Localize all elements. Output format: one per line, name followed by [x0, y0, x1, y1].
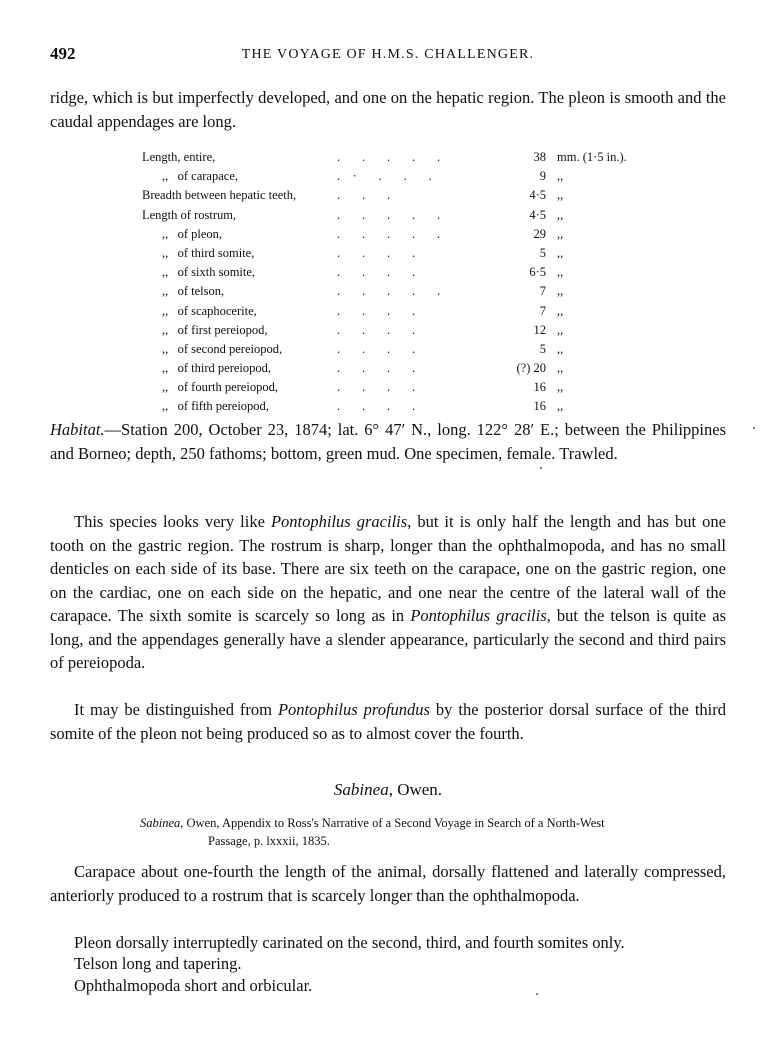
measurement-label: ,, of third somite, [162, 245, 255, 260]
discussion-text: It may be distinguished from [74, 700, 278, 719]
leader-dots: . . . . . [337, 150, 441, 164]
discussion-text: , but the telson is quite as long, and the appendages generally have a slender appearance, particularly the second and third pairs of pereiopoda. [50, 606, 727, 672]
measurement-unit: ,, [557, 265, 564, 280]
measurement-label: ,, of carapace, [162, 169, 238, 184]
measurement-unit: ,, [557, 322, 564, 337]
measurement-value: (?) 20 [516, 361, 546, 376]
page-header [50, 44, 726, 68]
reference-line-1: , Owen, Appendix to Ross's Narrative of a Second Voyage in Search of a North-West [180, 816, 605, 830]
measurement-row [142, 397, 662, 416]
measurement-unit: ,, [557, 361, 564, 376]
leader-dots: . . . . [337, 341, 416, 356]
diagnosis-text: Pleon dorsally interruptedly carinated on the second, third, and fourth somites only. [74, 933, 625, 952]
measurement-unit: ,, [557, 380, 564, 395]
page-number: 492 [50, 44, 76, 63]
species-name: Pontophilus gracilis [410, 606, 547, 625]
measurement-label: Length, entire, [142, 150, 216, 164]
diagnosis-text: Ophthalmopoda short and orbicular. [74, 976, 313, 995]
leader-dots: . · . . . [337, 169, 432, 184]
measurement-value: 7 [539, 284, 546, 299]
measurement-label: ,, of sixth somite, [162, 265, 256, 280]
measurement-label: ,, of pleon, [162, 226, 223, 241]
measurement-value: 4·5 [529, 207, 546, 222]
discussion-text: , but it is only half the length and has but one tooth on the gastric region. The rostrum is sharp, longer than the ophthalmopoda, and has no small denticles on each side of its base. There are six teeth on the carapace, one on the gastric region, one on the cardiac, one on each side on the hepatic, and one near the centre of the lateral wall of the carapace. The sixth somite is scarcely so long as in [50, 512, 726, 625]
measurement-value: 16 [533, 380, 546, 395]
measurement-value: 6·5 [529, 265, 546, 280]
genus-author: , Owen. [388, 780, 443, 799]
measurement-label: Breadth between hepatic teeth, [142, 188, 297, 203]
measurement-label: ,, of fifth pereiopod, [162, 399, 269, 414]
measurement-unit: ,, [557, 207, 564, 222]
measurement-unit: mm. (1·5 in.). [557, 150, 627, 164]
measurement-row [142, 206, 662, 225]
measurement-label: ,, of second pereiopod, [162, 341, 283, 356]
leader-dots: . . . . [337, 322, 416, 337]
habitat-label: Habitat. [50, 420, 105, 439]
genus-reference [140, 814, 730, 850]
leader-dots: . . . . [337, 399, 416, 414]
measurement-row [142, 302, 662, 321]
measurement-row [142, 359, 662, 378]
measurement-row [142, 186, 662, 205]
measurement-value: 12 [533, 322, 546, 337]
diagnosis-text: Carapace about one-fourth the length of the animal, dorsally flattened and laterally compressed, anteriorly produced to a rostrum that is scarcely longer than the ophthalmopoda. [50, 862, 726, 905]
diagnosis-ophthalmopoda [50, 974, 726, 998]
measurement-unit: ,, [557, 341, 564, 356]
measurement-unit: ,, [557, 169, 564, 184]
measurement-row [142, 263, 662, 282]
leader-dots: . . . [337, 188, 391, 203]
leader-dots: . . . . . [337, 207, 441, 222]
discussion-text: by the posterior dorsal surface of the third somite of the pleon not being produced so as to almost cover the fourth. [50, 700, 726, 743]
measurement-label: ,, of fourth pereiopod, [162, 380, 278, 395]
measurement-value: 7 [539, 303, 546, 318]
measurement-unit: ,, [557, 226, 564, 241]
diagnosis-telson [50, 952, 726, 976]
leader-dots: . . . . . [337, 226, 441, 241]
print-speck [540, 467, 542, 469]
measurement-unit: ,, [557, 303, 564, 318]
species-name: Pontophilus gracilis [270, 512, 408, 531]
measurement-unit: ,, [557, 188, 564, 203]
running-title: THE VOYAGE OF H.M.S. CHALLENGER. [241, 47, 535, 62]
measurement-value: 16 [533, 399, 546, 414]
discussion-paragraph-2 [50, 698, 726, 745]
measurements-table [142, 148, 662, 417]
genus-name: Sabinea [333, 780, 389, 799]
measurement-unit: ,, [557, 245, 564, 260]
habitat-text: —Station 200, October 23, 1874; lat. 6° 47′ N., long. 122° 28′ E.; between the Philippines and Borneo; depth, 250 fathoms; bottom, green mud. One specimen, female. Trawled. [50, 420, 726, 463]
measurement-label: Length of rostrum, [142, 207, 237, 222]
reference-genus: Sabinea [140, 816, 181, 830]
measurement-value: 38 [533, 150, 546, 164]
measurement-row [142, 244, 662, 263]
discussion-text: This species looks very like [74, 512, 271, 531]
species-name: Pontophilus profundus [277, 700, 430, 719]
measurement-unit: ,, [557, 284, 564, 299]
measurement-row [142, 148, 662, 167]
print-speck [753, 427, 755, 429]
reference-line-2: Passage, p. lxxxii, 1835. [208, 834, 330, 848]
diagnosis-text: Telson long and tapering. [74, 954, 242, 973]
genus-heading [50, 780, 726, 800]
measurement-row [142, 282, 662, 301]
measurement-label: ,, of telson, [162, 284, 225, 299]
measurement-row [142, 321, 662, 340]
measurement-label: ,, of third pereiopod, [162, 361, 272, 376]
leader-dots: . . . . [337, 265, 416, 280]
leader-dots: . . . . [337, 380, 416, 395]
measurement-value: 9 [539, 169, 546, 184]
measurement-value: 4·5 [529, 188, 546, 203]
leader-dots: . . . . [337, 245, 416, 260]
measurement-row [142, 167, 662, 186]
habitat-paragraph [50, 418, 726, 465]
measurement-value: 29 [533, 226, 546, 241]
leader-dots: . . . . [337, 303, 416, 318]
measurement-unit: ,, [557, 399, 564, 414]
intro-paragraph: ridge, which is but imperfectly developed, and one on the hepatic region. The pleon is smooth and the caudal appendages are long. [50, 88, 726, 131]
leader-dots: . . . . [337, 361, 416, 376]
measurement-label: ,, of scaphocerite, [162, 303, 257, 318]
measurement-label: ,, of first pereiopod, [162, 322, 268, 337]
measurement-value: 5 [539, 245, 546, 260]
diagnosis-carapace [50, 860, 726, 907]
measurement-row [142, 378, 662, 397]
measurement-value: 5 [539, 341, 546, 356]
discussion-paragraph-1 [50, 510, 726, 675]
diagnosis-pleon [50, 931, 726, 955]
leader-dots: . . . . . [337, 284, 441, 299]
measurement-row [142, 225, 662, 244]
measurement-row [142, 340, 662, 359]
print-speck [536, 993, 538, 995]
